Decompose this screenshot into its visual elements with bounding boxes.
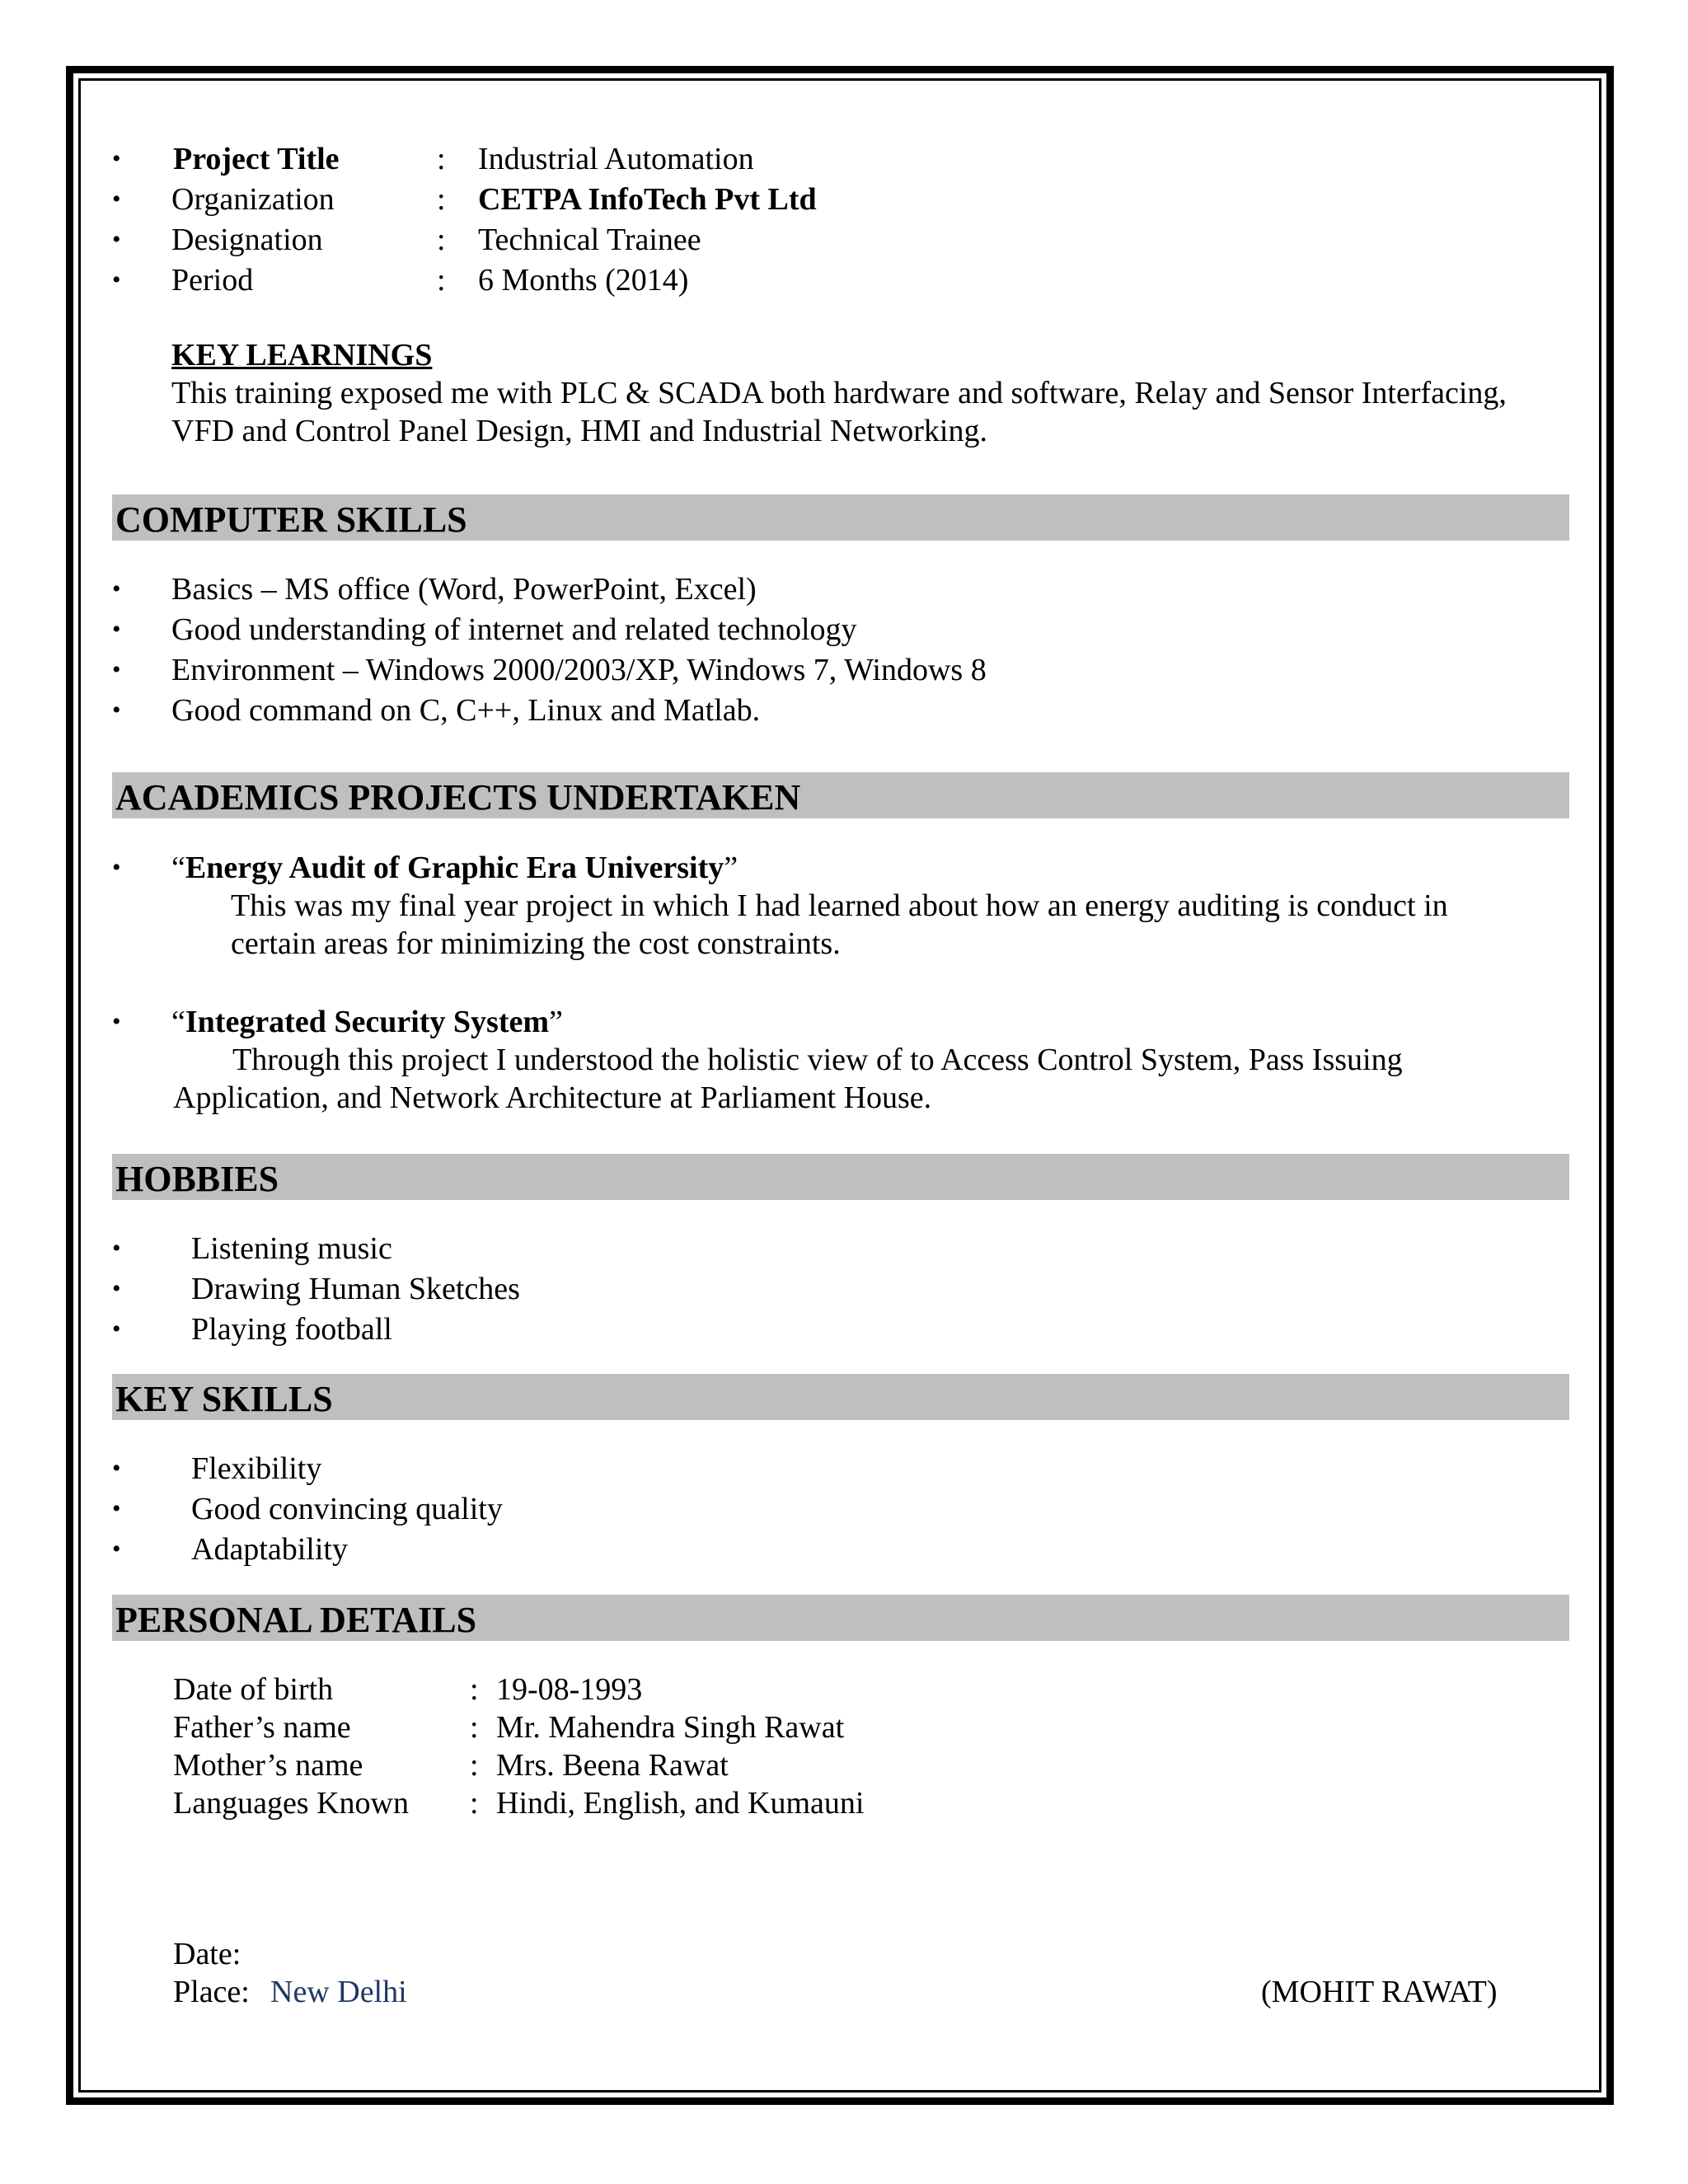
- languages-label: Languages Known: [173, 1786, 409, 1821]
- separator: :: [470, 1710, 479, 1745]
- separator: :: [437, 142, 446, 176]
- bullet: •: [112, 656, 121, 683]
- project-description: Through this project I understood the holistic view of to Access Control System, Pass Issuing: [232, 1043, 1403, 1077]
- father-name-value: Mr. Mahendra Singh Rawat: [496, 1710, 845, 1745]
- place-label: Place:: [173, 1975, 250, 2009]
- project-description: This was my final year project in which I had learned about how an energy auditing is conduct in: [231, 888, 1448, 923]
- key-learnings-text: This training exposed me with PLC & SCADA both hardware and software, Relay and Sensor Interfacing,: [171, 376, 1507, 410]
- bullet: •: [112, 854, 121, 881]
- project-description: certain areas for minimizing the cost constraints.: [231, 926, 841, 961]
- bullet: •: [112, 1315, 121, 1343]
- project-name: Integrated Security System: [185, 1005, 550, 1039]
- open-quote: “: [171, 851, 185, 885]
- close-quote: ”: [549, 1005, 563, 1039]
- bullet: •: [112, 145, 121, 172]
- bullet: •: [112, 616, 121, 643]
- list-item: Good convincing quality: [191, 1492, 503, 1526]
- close-quote: ”: [724, 851, 738, 885]
- project-description: Application, and Network Architecture at Parliament House.: [173, 1080, 932, 1115]
- open-quote: “: [171, 1005, 185, 1039]
- list-item: Adaptability: [191, 1532, 348, 1567]
- mother-name-label: Mother’s name: [173, 1748, 363, 1783]
- separator: :: [437, 263, 446, 298]
- bullet: •: [112, 696, 121, 724]
- key-learnings-heading: KEY LEARNINGS: [171, 338, 433, 373]
- key-learnings-text: VFD and Control Panel Design, HMI and Industrial Networking.: [171, 414, 987, 448]
- list-item: Listening music: [191, 1231, 392, 1266]
- dob-value: 19-08-1993: [496, 1672, 643, 1707]
- date-label: Date:: [173, 1937, 241, 1971]
- bullet: •: [112, 1495, 121, 1522]
- bullet: •: [112, 1275, 121, 1302]
- bullet: •: [112, 1008, 121, 1035]
- bullet: •: [112, 185, 121, 213]
- list-item: Playing football: [191, 1312, 392, 1347]
- list-item: Drawing Human Sketches: [191, 1272, 520, 1306]
- project-item-title: [171, 1003, 563, 1041]
- section-heading-hobbies: HOBBIES: [112, 1154, 1569, 1200]
- project-title-value: Industrial Automation: [478, 142, 754, 176]
- languages-value: Hindi, English, and Kumauni: [496, 1786, 865, 1821]
- place-value: New Delhi: [270, 1975, 407, 2009]
- period-label: Period: [171, 263, 254, 298]
- signature-name: (MOHIT RAWAT): [1261, 1975, 1498, 2009]
- list-item: Basics – MS office (Word, PowerPoint, Excel): [171, 572, 757, 607]
- project-item-title: [171, 849, 738, 887]
- designation-value: Technical Trainee: [478, 223, 701, 257]
- bullet: •: [112, 1235, 121, 1262]
- list-item: Flexibility: [191, 1451, 322, 1486]
- bullet: •: [112, 266, 121, 293]
- section-heading-computer-skills: COMPUTER SKILLS: [112, 494, 1569, 541]
- bullet: •: [112, 226, 121, 253]
- separator: :: [470, 1786, 479, 1821]
- mother-name-value: Mrs. Beena Rawat: [496, 1748, 729, 1783]
- project-title-label: Project Title: [173, 142, 340, 176]
- list-item: Good command on C, C++, Linux and Matlab.: [171, 693, 761, 728]
- separator: :: [437, 223, 446, 257]
- father-name-label: Father’s name: [173, 1710, 351, 1745]
- separator: :: [470, 1672, 479, 1707]
- bullet: •: [112, 1455, 121, 1482]
- bullet: •: [112, 1535, 121, 1563]
- organization-label: Organization: [171, 182, 335, 217]
- dob-label: Date of birth: [173, 1672, 334, 1707]
- separator: :: [437, 182, 446, 217]
- bullet: •: [112, 575, 121, 602]
- period-value: 6 Months (2014): [478, 263, 689, 298]
- organization-value: CETPA InfoTech Pvt Ltd: [478, 182, 817, 217]
- designation-label: Designation: [171, 223, 323, 257]
- list-item: Good understanding of internet and related technology: [171, 612, 857, 647]
- list-item: Environment – Windows 2000/2003/XP, Windows 7, Windows 8: [171, 653, 987, 687]
- section-heading-key-skills: KEY SKILLS: [112, 1374, 1569, 1420]
- separator: :: [470, 1748, 479, 1783]
- section-heading-academic-projects: ACADEMICS PROJECTS UNDERTAKEN: [112, 772, 1569, 818]
- project-name: Energy Audit of Graphic Era University: [185, 851, 724, 885]
- section-heading-personal-details: PERSONAL DETAILS: [112, 1595, 1569, 1641]
